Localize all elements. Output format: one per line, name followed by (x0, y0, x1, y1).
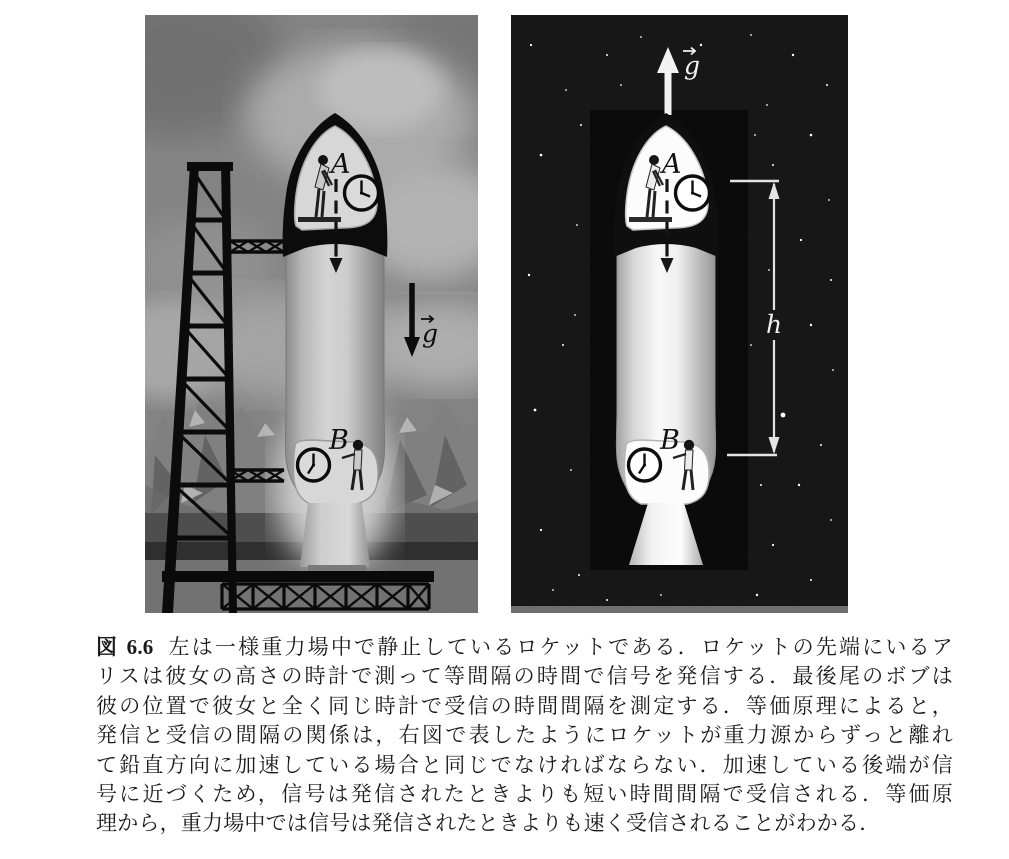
label-B: B (329, 425, 349, 456)
left-panel-rocket-in-gravity (145, 15, 478, 613)
left-illustration (145, 15, 478, 613)
caption-line: て鉛直方向に加速している場合と同じでなければならない．加速している後端が信 (96, 752, 953, 777)
label-B: B (660, 425, 680, 456)
caption-line: 理から，重力場中では信号は発信されたときよりも速く受信されることがわかる． (96, 811, 881, 836)
right-illustration (511, 15, 848, 613)
caption-line: 彼の位置で彼女と全く同じ時計で受信の時間間隔を測定する．等価原理によると， (96, 693, 953, 718)
caption-text: 左は一様重力場中で静止しているロケットである．ロケットの先端にいるア (166, 635, 954, 659)
label-A: A (331, 149, 351, 180)
right-panel-rocket-accelerating (511, 15, 848, 613)
height-label: h (766, 310, 783, 339)
caption-line: 号に近づくため，信号は発信されたときよりも短い時間間隔で受信される．等価原 (96, 782, 953, 807)
gravity-label: g (684, 51, 701, 80)
halftone-grain (145, 15, 478, 613)
caption-line (96, 633, 953, 662)
figure-caption (96, 633, 953, 839)
gravity-label: g (422, 319, 439, 348)
figure-number: 図 6.6 (96, 635, 154, 659)
label-A: A (662, 149, 682, 180)
caption-line: 発信と受信の間隔の関係は，右図で表したようにロケットが重力源からずっと離れ (96, 723, 953, 748)
caption-line: リスは彼女の高さの時計で測って等間隔の時間で信号を発信する．最後尾のボブは (96, 664, 953, 689)
panel-bottom-edge (511, 606, 848, 613)
